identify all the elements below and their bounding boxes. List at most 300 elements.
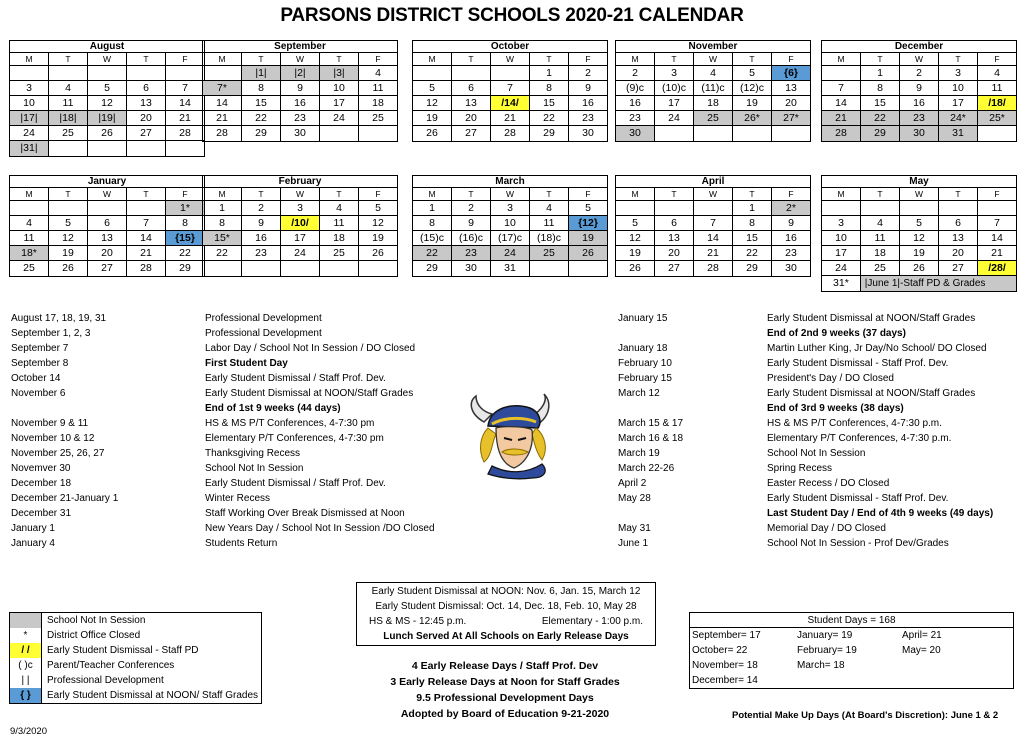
day-cell: 20 xyxy=(88,246,127,261)
event-date: August 17, 18, 19, 31 xyxy=(11,313,107,324)
month-9 xyxy=(821,175,1017,292)
day-cell: /14/ xyxy=(491,96,530,111)
week-row xyxy=(10,96,204,111)
day-cell xyxy=(281,261,320,276)
day-cell: 29 xyxy=(413,261,452,276)
summary-line: 9.5 Professional Development Days xyxy=(416,692,594,704)
legend-swatch: ( )c xyxy=(10,658,42,673)
event-row xyxy=(11,476,451,491)
day-cell: 12 xyxy=(88,96,127,111)
month-days: February= 19 xyxy=(797,645,857,656)
event-date: January 4 xyxy=(11,538,55,549)
day-cell: 23 xyxy=(452,246,491,261)
weekday-header: W xyxy=(281,53,320,66)
day-cell: 25 xyxy=(359,111,397,126)
week-row xyxy=(616,201,810,216)
day-cell: 26 xyxy=(88,126,127,141)
weekday-header: T xyxy=(939,188,978,201)
day-cell: 24 xyxy=(822,261,861,276)
day-cell: 1 xyxy=(861,66,900,81)
day-cell: 16 xyxy=(900,96,939,111)
day-cell: 25 xyxy=(320,246,359,261)
weekday-header: T xyxy=(320,188,359,201)
legend-item xyxy=(10,613,261,628)
weekday-header-row xyxy=(822,188,1016,201)
week-row xyxy=(616,246,810,261)
weekday-header: M xyxy=(616,53,655,66)
event-row xyxy=(11,371,451,386)
day-cell: 24 xyxy=(491,246,530,261)
day-cell xyxy=(10,66,49,81)
day-cell: 25 xyxy=(49,126,88,141)
week-row xyxy=(413,261,607,276)
day-cell: 12 xyxy=(616,231,655,246)
week-row xyxy=(10,111,204,126)
day-cell: 9 xyxy=(281,81,320,96)
day-cell: 18 xyxy=(359,96,397,111)
weekday-header-row xyxy=(616,188,810,201)
event-date: November 6 xyxy=(11,388,66,399)
weekday-header: F xyxy=(359,53,397,66)
month-7 xyxy=(412,175,608,277)
event-date: Novemver 30 xyxy=(11,463,71,474)
day-cell: 23 xyxy=(281,111,320,126)
event-row xyxy=(11,491,451,506)
week-row xyxy=(203,216,397,231)
event-date: January 18 xyxy=(618,343,668,354)
day-cell xyxy=(10,201,49,216)
event-date: November 25, 26, 27 xyxy=(11,448,105,459)
event-text: Early Student Dismissal / Staff Prof. Dev. xyxy=(205,478,386,489)
month-name: January xyxy=(10,176,204,188)
day-cell xyxy=(49,141,88,156)
week-row xyxy=(413,111,607,126)
week-row xyxy=(616,231,810,246)
week-row xyxy=(822,231,1016,246)
weekday-header: T xyxy=(939,53,978,66)
weekday-header: T xyxy=(320,53,359,66)
day-cell: |June 1|-Staff PD & Grades xyxy=(861,276,1016,291)
weekday-header-row xyxy=(413,188,607,201)
student-days-row xyxy=(690,628,1013,643)
day-cell: 27 xyxy=(88,261,127,276)
day-cell: 21 xyxy=(694,246,733,261)
day-cell: (11)c xyxy=(694,81,733,96)
day-cell: 24 xyxy=(281,246,320,261)
event-text: Early Student Dismissal - Staff Prof. Dev. xyxy=(767,358,949,369)
day-cell: |3| xyxy=(320,66,359,81)
day-cell: 15 xyxy=(733,231,772,246)
day-cell xyxy=(900,201,939,216)
day-cell: 4 xyxy=(10,216,49,231)
event-date: April 2 xyxy=(618,478,647,489)
weekday-header: T xyxy=(530,53,569,66)
event-text: End of 2nd 9 weeks (37 days) xyxy=(767,328,906,339)
day-cell: 5 xyxy=(733,66,772,81)
day-cell: 10 xyxy=(939,81,978,96)
day-cell: 3 xyxy=(491,201,530,216)
day-cell xyxy=(49,201,88,216)
day-cell: 3 xyxy=(281,201,320,216)
event-row xyxy=(11,521,451,536)
legend-label: Parent/Teacher Conferences xyxy=(47,660,175,671)
day-cell: 19 xyxy=(733,96,772,111)
day-cell: 23 xyxy=(616,111,655,126)
week-row xyxy=(822,111,1016,126)
week-row xyxy=(413,81,607,96)
day-cell: 25 xyxy=(861,261,900,276)
event-text: Labor Day / School Not In Session / DO Closed xyxy=(205,343,416,354)
event-text: Elementary P/T Conferences, 4-7:30 p.m. xyxy=(767,433,952,444)
event-text: Early Student Dismissal at NOON/Staff Grades xyxy=(767,388,976,399)
weekday-header: F xyxy=(772,188,810,201)
day-cell xyxy=(413,66,452,81)
weekday-header: F xyxy=(978,188,1016,201)
day-cell: 7 xyxy=(978,216,1016,231)
page-title: PARSONS DISTRICT SCHOOLS 2020-21 CALENDAR xyxy=(280,5,744,26)
day-cell: 3 xyxy=(10,81,49,96)
week-row xyxy=(10,141,204,156)
day-cell: 10 xyxy=(822,231,861,246)
day-cell: /18/ xyxy=(978,96,1016,111)
day-cell: 8 xyxy=(733,216,772,231)
day-cell: 7 xyxy=(694,216,733,231)
event-row xyxy=(11,356,451,371)
event-date: December 31 xyxy=(11,508,72,519)
event-date: January 1 xyxy=(11,523,55,534)
event-text: Elementary P/T Conferences, 4-7:30 pm xyxy=(205,433,384,444)
day-cell: 19 xyxy=(413,111,452,126)
day-cell: 26 xyxy=(569,246,607,261)
day-cell: 2 xyxy=(242,201,281,216)
event-text: School Not In Session - Prof Dev/Grades xyxy=(767,538,949,549)
month-6 xyxy=(202,175,398,277)
event-row xyxy=(618,356,1018,371)
day-cell: 13 xyxy=(939,231,978,246)
day-cell: 12 xyxy=(49,231,88,246)
month-days: December= 14 xyxy=(692,675,758,686)
weekday-header: M xyxy=(10,53,49,66)
event-text: Winter Recess xyxy=(205,493,271,504)
week-row xyxy=(203,81,397,96)
event-row xyxy=(618,341,1018,356)
day-cell: 8 xyxy=(166,216,204,231)
event-row xyxy=(618,521,1018,536)
release-time-elem: Elementary - 1:00 p.m. xyxy=(541,616,643,627)
day-cell: 15 xyxy=(530,96,569,111)
month-1 xyxy=(202,40,398,142)
day-cell xyxy=(569,261,607,276)
week-row xyxy=(822,276,1016,291)
weekday-header: T xyxy=(861,188,900,201)
day-cell: 1 xyxy=(203,201,242,216)
summary-line: 3 Early Release Days at Noon for Staff Grades xyxy=(390,676,620,688)
week-row xyxy=(616,126,810,141)
day-cell: 7* xyxy=(203,81,242,96)
week-row xyxy=(413,231,607,246)
day-cell: {12} xyxy=(569,216,607,231)
day-cell: 24 xyxy=(10,126,49,141)
day-cell: (17)c xyxy=(491,231,530,246)
day-cell: 21 xyxy=(203,111,242,126)
weekday-header: T xyxy=(242,188,281,201)
day-cell: 22 xyxy=(203,246,242,261)
day-cell xyxy=(127,66,166,81)
day-cell: 30 xyxy=(452,261,491,276)
event-row xyxy=(618,461,1018,476)
event-row xyxy=(618,386,1018,401)
day-cell: 25 xyxy=(530,246,569,261)
summary-line: Adopted by Board of Education 9-21-2020 xyxy=(400,708,610,720)
day-cell: 29 xyxy=(179,262,191,274)
month-5 xyxy=(9,175,205,277)
day-cell: 2 xyxy=(569,66,607,81)
day-cell: 2* xyxy=(772,201,810,216)
legend-item xyxy=(10,658,261,673)
day-cell: 13 xyxy=(772,81,810,96)
event-date: January 15 xyxy=(618,313,668,324)
day-cell: 4 xyxy=(694,66,733,81)
week-row xyxy=(822,216,1016,231)
day-cell: 8 xyxy=(861,81,900,96)
day-cell: 9 xyxy=(452,216,491,231)
weekday-header: W xyxy=(88,53,127,66)
day-cell: 11 xyxy=(49,96,88,111)
day-cell: 15 xyxy=(861,96,900,111)
day-cell xyxy=(694,201,733,216)
legend-item xyxy=(10,673,261,688)
event-text: Thanksgiving Recess xyxy=(205,448,301,459)
day-cell: 8 xyxy=(413,216,452,231)
event-row xyxy=(11,386,451,401)
event-date: May 31 xyxy=(618,523,651,534)
day-cell: 27* xyxy=(772,111,810,126)
release-line: Early Student Dismissal: Oct. 14, Dec. 18, Feb. 10, May 28 xyxy=(375,601,637,612)
weekday-header: W xyxy=(694,188,733,201)
weekday-header: T xyxy=(242,53,281,66)
event-text: Early Student Dismissal / Staff Prof. Dev. xyxy=(205,373,386,384)
weekday-header: T xyxy=(733,53,772,66)
month-0 xyxy=(9,40,205,157)
day-cell: 21 xyxy=(822,111,861,126)
day-cell: 29 xyxy=(530,126,569,141)
month-days xyxy=(900,673,1010,688)
day-cell: 3 xyxy=(822,216,861,231)
day-cell: 21 xyxy=(127,246,166,261)
event-text: Early Student Dismissal at NOON/Staff Grades xyxy=(767,313,976,324)
day-cell: 7 xyxy=(127,216,166,231)
day-cell: 11 xyxy=(530,216,569,231)
event-date: November 10 & 12 xyxy=(11,433,95,444)
day-cell: 28 xyxy=(694,261,733,276)
weekday-header: F xyxy=(359,188,397,201)
legend-item xyxy=(10,688,261,703)
weekday-header: T xyxy=(655,53,694,66)
weekday-header: F xyxy=(569,53,607,66)
month-name: November xyxy=(616,41,810,53)
month-name: April xyxy=(616,176,810,188)
day-cell: 29 xyxy=(861,126,900,141)
month-4 xyxy=(821,40,1017,142)
day-cell: 1 xyxy=(733,201,772,216)
week-row xyxy=(413,201,607,216)
event-row xyxy=(618,326,1018,341)
release-line: Lunch Served At All Schools on Early Release Days xyxy=(383,631,629,642)
month-name: October xyxy=(413,41,607,53)
day-cell: 5 xyxy=(569,201,607,216)
event-date: September 7 xyxy=(11,343,69,354)
event-date: February 15 xyxy=(618,373,672,384)
event-text: Early Student Dismissal - Staff Prof. Dev. xyxy=(767,493,949,504)
day-cell: 31 xyxy=(939,126,978,141)
event-row xyxy=(618,431,1018,446)
day-cell: (15)c xyxy=(413,231,452,246)
day-cell: 31* xyxy=(822,276,861,291)
day-cell xyxy=(939,201,978,216)
weekday-header-row xyxy=(413,53,607,66)
day-cell: 26 xyxy=(49,261,88,276)
day-cell: 26 xyxy=(413,126,452,141)
week-row xyxy=(822,126,1016,141)
day-cell: 25* xyxy=(978,111,1016,126)
month-days: October= 22 xyxy=(692,645,748,656)
day-cell: 16 xyxy=(772,231,810,246)
day-cell: 14 xyxy=(166,96,204,111)
event-row xyxy=(618,476,1018,491)
day-cell: 11 xyxy=(978,81,1016,96)
day-cell: {6} xyxy=(772,66,810,81)
day-cell: 11 xyxy=(10,231,49,246)
event-row xyxy=(618,371,1018,386)
weekday-header: W xyxy=(491,188,530,201)
release-line: Early Student Dismissal at NOON: Nov. 6, Jan. 15, March 12 xyxy=(371,586,641,597)
event-date: September 8 xyxy=(11,358,69,369)
day-cell xyxy=(320,261,359,276)
day-cell: 22 xyxy=(413,246,452,261)
day-cell: (16)c xyxy=(452,231,491,246)
event-text: End of 1st 9 weeks (44 days) xyxy=(205,403,341,414)
day-cell: |19| xyxy=(88,111,127,126)
early-release-box xyxy=(356,582,656,646)
week-row xyxy=(203,261,397,276)
event-row xyxy=(618,401,1018,416)
day-cell: 2 xyxy=(452,201,491,216)
summary-line: 4 Early Release Days / Staff Prof. Dev xyxy=(411,660,599,672)
student-days-row xyxy=(690,643,1013,658)
event-date: September 1, 2, 3 xyxy=(11,328,91,339)
student-days-row xyxy=(690,658,1013,673)
day-cell: 7 xyxy=(822,81,861,96)
day-cell: 17 xyxy=(939,96,978,111)
day-cell: 6 xyxy=(88,216,127,231)
day-cell: 1* xyxy=(166,201,204,216)
event-date: March 16 & 18 xyxy=(618,433,684,444)
week-row xyxy=(203,201,397,216)
event-row xyxy=(618,311,1018,326)
day-cell: 18* xyxy=(10,246,49,261)
day-cell: (12)c xyxy=(733,81,772,96)
day-cell: 3 xyxy=(655,66,694,81)
event-row xyxy=(618,491,1018,506)
events-right xyxy=(618,311,1018,551)
event-row xyxy=(618,416,1018,431)
day-cell: 22 xyxy=(733,246,772,261)
event-text: Students Return xyxy=(205,538,278,549)
day-cell: 5 xyxy=(359,201,397,216)
week-row xyxy=(203,246,397,261)
day-cell: 26 xyxy=(616,261,655,276)
event-date: December 18 xyxy=(11,478,72,489)
day-cell: 6 xyxy=(127,81,166,96)
day-cell: 10 xyxy=(491,216,530,231)
day-cell xyxy=(127,201,166,216)
day-cell: 27 xyxy=(939,261,978,276)
event-date: November 9 & 11 xyxy=(11,418,89,429)
event-date: March 12 xyxy=(618,388,660,399)
day-cell: 19 xyxy=(569,231,607,246)
day-cell: 24* xyxy=(939,111,978,126)
event-row xyxy=(11,446,451,461)
day-cell: 20 xyxy=(452,111,491,126)
day-cell: 15* xyxy=(203,231,242,246)
day-cell: 15 xyxy=(242,96,281,111)
release-times xyxy=(357,614,655,629)
weekday-header: T xyxy=(127,188,166,201)
day-cell: 18 xyxy=(861,246,900,261)
day-cell: 13 xyxy=(655,231,694,246)
day-cell: 10 xyxy=(10,96,49,111)
event-text: HS & MS P/T Conferences, 4-7:30 pm xyxy=(205,418,375,429)
event-date: March 22-26 xyxy=(618,463,675,474)
weekday-header: W xyxy=(900,188,939,201)
day-cell: 9 xyxy=(569,81,607,96)
day-cell: 20 xyxy=(772,96,810,111)
day-cell xyxy=(88,66,127,81)
weekday-header-row xyxy=(822,53,1016,66)
day-cell: 29 xyxy=(733,261,772,276)
event-row xyxy=(11,401,451,416)
day-cell: 2 xyxy=(616,66,655,81)
day-cell: 19 xyxy=(616,246,655,261)
weekday-header: M xyxy=(413,53,452,66)
weekday-header: F xyxy=(978,53,1016,66)
legend-label: Early Student Dismissal - Staff PD xyxy=(47,645,199,656)
event-row xyxy=(618,536,1018,551)
day-cell: 26* xyxy=(733,111,772,126)
week-row xyxy=(10,81,204,96)
viking-mascot-icon xyxy=(462,392,562,480)
week-row xyxy=(616,81,810,96)
weekday-header: T xyxy=(530,188,569,201)
day-cell: 9 xyxy=(900,81,939,96)
day-cell xyxy=(861,201,900,216)
day-cell: {15} xyxy=(166,231,204,246)
day-cell xyxy=(822,66,861,81)
event-text: Spring Recess xyxy=(767,463,833,474)
legend-swatch: { } xyxy=(10,688,42,703)
month-days: November= 18 xyxy=(692,660,758,671)
day-cell xyxy=(655,201,694,216)
day-cell: 8 xyxy=(530,81,569,96)
weekday-header: F xyxy=(772,53,810,66)
event-text: Staff Working Over Break Dismissed at Noon xyxy=(205,508,405,519)
day-cell: 26 xyxy=(359,246,397,261)
week-row xyxy=(10,126,204,141)
event-text: New Years Day / School Not In Session /DO Closed xyxy=(205,523,435,534)
legend-label: Early Student Dismissal at NOON/ Staff Grades xyxy=(47,690,259,701)
day-cell: 27 xyxy=(655,261,694,276)
day-cell: 29 xyxy=(242,126,281,141)
